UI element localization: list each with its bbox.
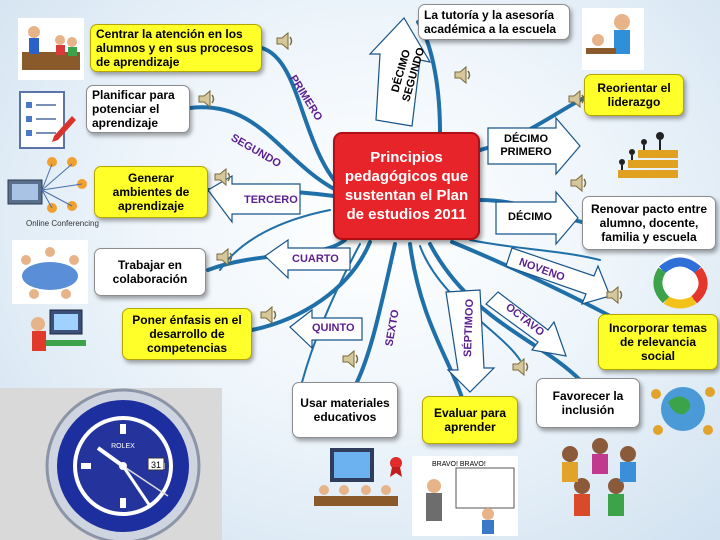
speaker-icon[interactable] (452, 64, 474, 86)
ordinal-noveno: NOVENO (517, 256, 567, 284)
principle-box-6: Usar materiales educativos (292, 382, 398, 438)
central-topic: Principios pedagógicos que sustentan el Plan de estudios 2011 (333, 132, 480, 240)
ordinal-segundo: SEGUNDO (228, 131, 283, 171)
tutor-image (582, 8, 644, 70)
ordinal-decimo: DÉCIMO (508, 211, 552, 223)
speaker-icon[interactable] (196, 88, 218, 110)
conference-caption: Online Conferencing (26, 219, 99, 228)
principle-box-4: Trabajar en colaboración (94, 248, 206, 296)
speaker-icon[interactable] (510, 356, 532, 378)
hands-circle-image (652, 252, 708, 308)
chalkboard-teacher-image (412, 456, 518, 536)
teamwork-table-image (12, 240, 88, 304)
principle-box-3: Generar ambientes de aprendizaje (94, 166, 208, 218)
online-conferencing-image (2, 154, 99, 236)
speaker-icon[interactable] (568, 172, 590, 194)
ordinal-quinto: QUINTO (312, 322, 355, 334)
speaker-icon[interactable] (214, 246, 236, 268)
principle-box-8: Favorecer la inclusión (536, 378, 640, 428)
speaker-icon[interactable] (212, 166, 234, 188)
checklist-image (14, 88, 78, 152)
award-ribbon-icon (388, 456, 404, 478)
ordinal-decimo-segundo: DÉCIMO SEGUNDO (389, 46, 428, 104)
leadership-stairs-image (608, 122, 684, 186)
globe-children-image (648, 374, 718, 444)
speaker-icon[interactable] (258, 304, 280, 326)
speaker-icon[interactable] (340, 348, 362, 370)
ordinal-septimo: SÉPTIMOO (462, 298, 477, 358)
diverse-children-image (552, 432, 648, 522)
speaker-icon[interactable] (566, 88, 588, 110)
ordinal-decimo-primero: DÉCIMO PRIMERO (500, 133, 552, 158)
board-text: BRAVO! BRAVO! (432, 461, 486, 468)
ordinal-octavo: OCTAVO (503, 301, 547, 339)
principle-box-5: Poner énfasis en el desarrollo de competencias (122, 308, 252, 360)
speaker-icon[interactable] (274, 30, 296, 52)
clock-date: 31 (150, 460, 162, 470)
principle-box-1: Centrar la atención en los alumnos y en sus procesos de aprendizaje (90, 24, 262, 72)
principle-box-9: Incorporar temas de relevancia social (598, 314, 718, 370)
principle-box-11: Reorientar el liderazgo (584, 74, 684, 116)
ordinal-cuarto: CUARTO (292, 253, 339, 265)
principle-box-12: La tutoría y la asesoría académica a la escuela (418, 4, 570, 40)
student-computer-image (24, 306, 88, 366)
speaker-icon[interactable] (604, 284, 626, 306)
ordinal-sexto: SEXTO (383, 308, 402, 348)
principle-box-10: Renovar pacto entre alumno, docente, familia y escuela (582, 196, 716, 250)
clock-brand: ROLEX (111, 443, 135, 450)
rolex-clock-image (0, 388, 222, 540)
ordinal-tercero: TERCERO (244, 194, 298, 206)
principle-box-2: Planificar para potenciar el aprendizaje (86, 85, 190, 133)
principle-box-7: Evaluar para aprender (422, 396, 518, 444)
teacher-students-image (18, 18, 84, 80)
ordinal-primero: PRIMERO (286, 73, 325, 123)
